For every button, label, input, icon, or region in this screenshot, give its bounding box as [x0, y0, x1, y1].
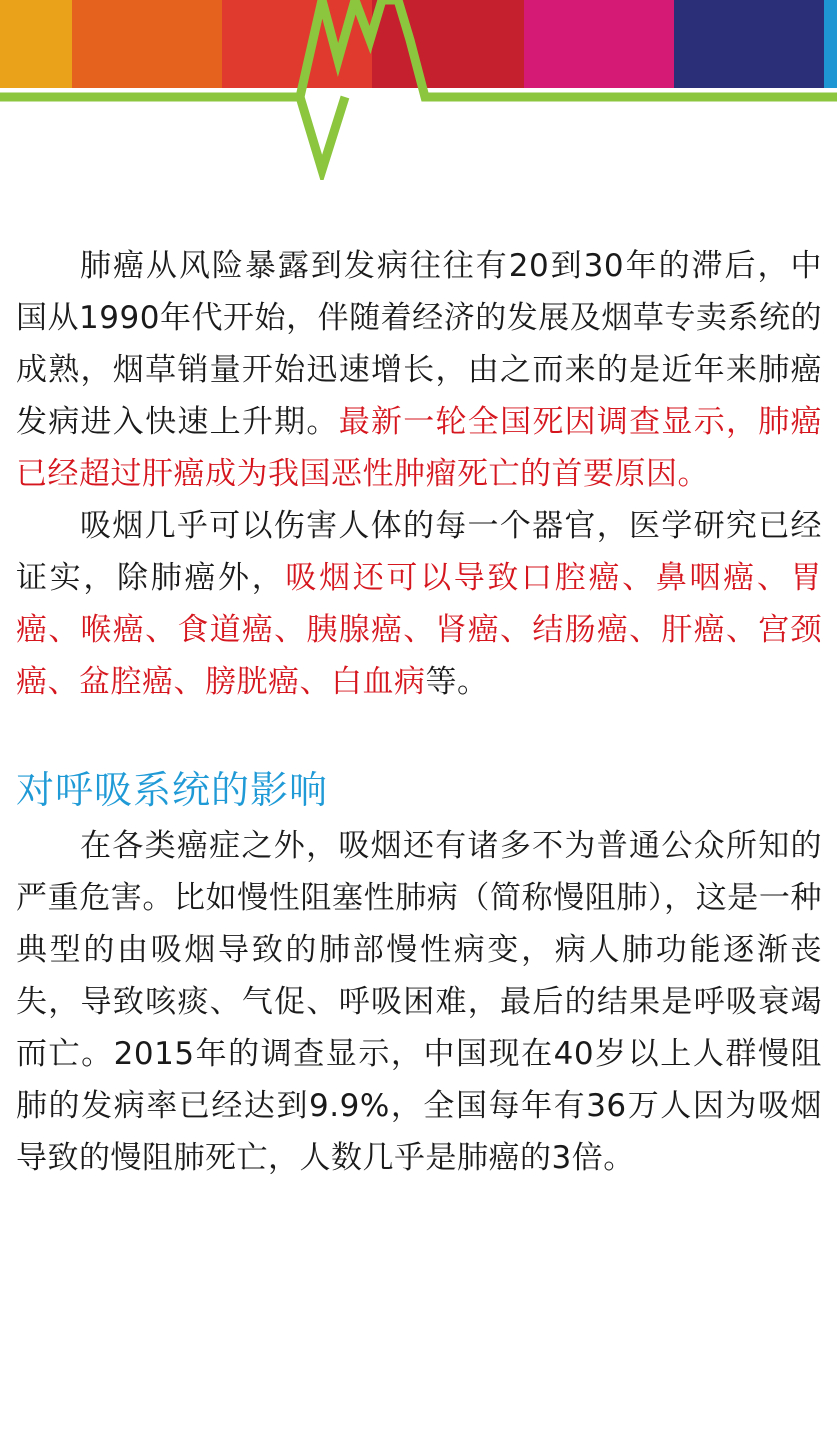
paragraph-smoking-harm	[16, 500, 822, 708]
header-banner	[0, 0, 837, 180]
paragraph-lung-cancer-lag	[16, 240, 822, 500]
highlight-text: 吸烟还可以导致口腔癌、鼻咽癌、胃癌、喉癌、食道癌、胰腺癌、肾癌、结肠癌、肝癌、宫颈癌、盆腔癌、膀胱癌、白血病	[16, 560, 822, 700]
banner-stripe	[674, 0, 824, 88]
heartbeat-banner-graphic	[0, 0, 837, 180]
banner-stripe	[372, 0, 524, 88]
banner-stripe	[524, 0, 674, 88]
banner-stripe	[0, 0, 72, 88]
paragraph-respiratory: 在各类癌症之外，吸烟还有诸多不为普通公众所知的严重危害。比如慢性阻塞性肺病（简称慢阻肺），这是一种典型的由吸烟导致的肺部慢性病变，病人肺功能逐渐丧失，导致咳痰、气促、呼吸困难，最后的结果是呼吸衰竭而亡。2015年的调查显示，中国现在40岁以上人群慢阻肺的发病率已经达到9.9%，全国每年有36万人因为吸烟导致的慢阻肺死亡，人数几乎是肺癌的3倍。	[16, 828, 822, 1176]
article-body	[16, 240, 822, 1184]
paragraph-text: 吸烟几乎可以伤害人体的每一个器官，医学研究已经证实，除肺癌外，	[16, 508, 822, 596]
banner-stripe	[824, 0, 837, 88]
banner-stripe	[72, 0, 222, 88]
highlight-text: 最新一轮全国死因调查显示，肺癌已经超过肝癌成为我国恶性肿瘤死亡的首要原因。	[16, 404, 823, 492]
paragraph-tail: 等。	[425, 664, 489, 700]
section-heading: 对呼吸系统的影响	[16, 768, 329, 812]
paragraph-text: 肺癌从风险暴露到发病往往有20到30年的滞后，中国从1990年代开始，伴随着经济的发展及烟草专卖系统的成熟，烟草销量开始迅速增长，由之而来的是近年来肺癌发病进入快速上升期。	[16, 248, 822, 440]
